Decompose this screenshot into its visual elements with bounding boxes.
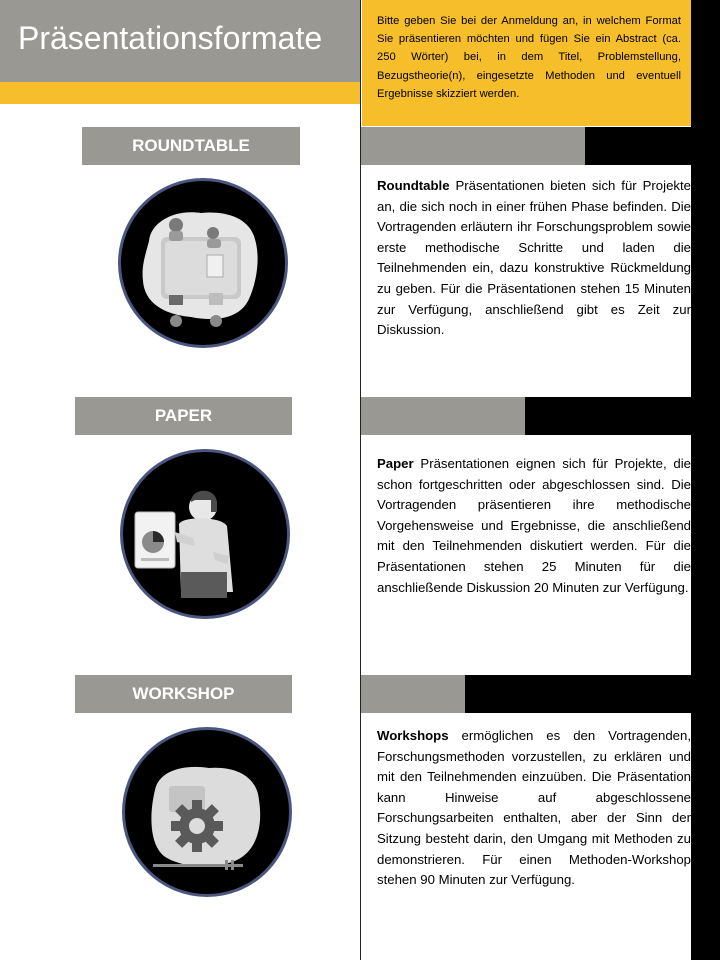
- title-banner: [0, 0, 360, 82]
- workshop-text: ermöglichen es den Vortragenden, Forschungsmethoden vorzustellen, zu erklären und mit den Teilnehmenden einzuüben. Die Präsentation kann Hinweise auf abgeschlossene Forschungsarbeiten enthalten, aber der Sinn der Sitzung besteht darin, den Umgang mit Methoden zu demonstrieren. Für einen Methoden-Workshop stehen 90 Minuten zur Verfügung.: [377, 728, 691, 888]
- accent-strip: [0, 82, 360, 104]
- intro-note: Bitte geben Sie bei der Anmeldung an, in welchem Format Sie präsentieren möchten und fügen Sie ein Abstract (ca. 250 Wörter) bei, in dem Titel, Problemstellung, Bezugstheorie(n), eingesetzte Methoden und eventuell Ergebnisse skizziert werden.: [362, 0, 691, 126]
- workshop-description: [377, 726, 691, 891]
- workshop-gear-icon: [122, 727, 292, 897]
- paper-presenter-icon: [120, 449, 290, 619]
- paper-black-bar: [525, 397, 691, 435]
- roundtable-lead: Roundtable: [377, 178, 450, 193]
- paper-description: [377, 454, 691, 598]
- paper-gray-bar: [361, 397, 525, 435]
- paper-text: Präsentationen eignen sich für Projekte, die schon fortgeschritten oder abgeschlossen sind. Die Vortragenden präsentieren ihre methodische Vorgehensweise und Ergebnisse, die anschließend mit den Teilnehmenden diskutiert werden. Für die Präsentationen stehen 25 Minuten für die anschließende Diskussion 20 Minuten zur Verfügung.: [377, 456, 691, 595]
- paper-lead: Paper: [377, 456, 414, 471]
- roundtable-gray-bar: [361, 127, 585, 165]
- roundtable-meeting-icon: [118, 178, 288, 348]
- section-label-workshop: WORKSHOP: [75, 675, 292, 713]
- section-label-roundtable: ROUNDTABLE: [82, 127, 300, 165]
- roundtable-description: [377, 176, 691, 341]
- page-title: Präsentationsformate: [18, 20, 323, 56]
- workshop-gray-bar: [361, 675, 465, 713]
- roundtable-text: Präsentationen bieten sich für Projekte an, die sich noch in einer frühen Phase befinden. Die Vortragenden erläutern ihr Forschungsproblem sowie erste methodische Schritte und laden die Teilnehmenden ein, dazu konstruktive Rückmeldung zu geben. Für die Präsentationen stehen 15 Minuten zur Verfügung, anschließend gibt es Zeit zur Diskussion.: [377, 178, 691, 338]
- workshop-black-bar: [465, 675, 691, 713]
- right-edge-bar: [691, 0, 720, 960]
- section-label-paper: PAPER: [75, 397, 292, 435]
- workshop-lead: Workshops: [377, 728, 449, 743]
- roundtable-black-bar: [585, 127, 691, 165]
